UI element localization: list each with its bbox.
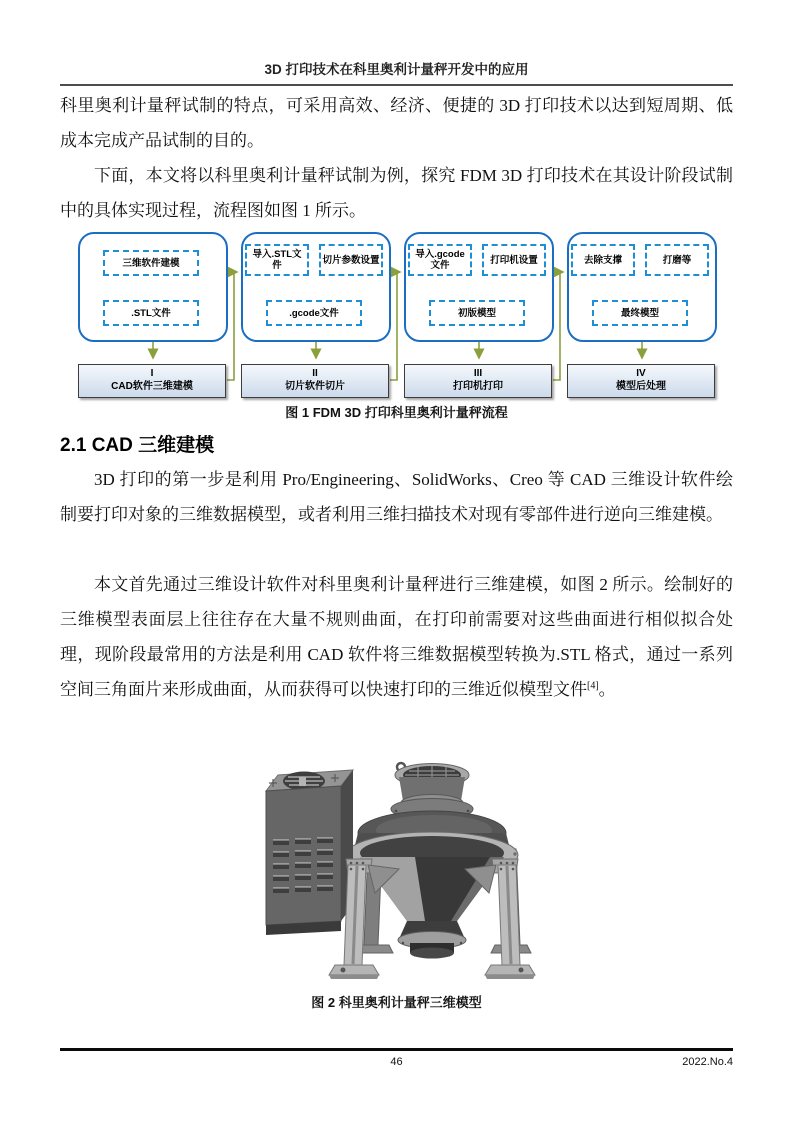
stage3-box-import-gcode: 导入.gcode文件 (408, 244, 472, 276)
stage3-numeral: III (473, 368, 483, 379)
paragraph-3: 3D 打印的第一步是利用 Pro/Engineering、SolidWorks、Creo 等 CAD 三维设计软件绘制要打印对象的三维数据模型，或者利用三维扫描技术对现有零部件进行逆向三维建模。 (60, 470, 733, 524)
stage2-box-import-stl: 导入.STL文件 (245, 244, 309, 276)
figure2-caption: 图 2 科里奥利计量秤三维模型 (311, 995, 482, 1010)
stage4-box-remove-support: 去除支撑 (571, 244, 635, 276)
stage3-label-box (404, 364, 552, 398)
citation-ref-4: [4] (587, 680, 599, 692)
figure1-flowchart (0, 228, 793, 400)
stage1-numeral: I (150, 368, 154, 379)
stage1-box-stl-file: .STL文件 (103, 300, 199, 326)
control-cabinet (266, 770, 353, 935)
stage3-box-printer-setup: 打印机设置 (482, 244, 546, 276)
stage1-label: CAD软件三维建模 (111, 381, 193, 392)
stage3-box-first-model: 初版模型 (429, 300, 525, 326)
paragraph-1: 科里奥利计量秤试制的特点，可采用高效、经济、便捷的 3D 打印技术以达到短周期、低成本完成产品试制的目的。 (60, 96, 733, 150)
flowchart-stage-2 (241, 228, 391, 400)
stage2-box-slice-params: 切片参数设置 (319, 244, 383, 276)
stage4-box-final-model: 最终模型 (592, 300, 688, 326)
stage1-label-box (78, 364, 226, 398)
issue-label: 2022.No.4 (682, 1056, 733, 1068)
flowchart-stage-4 (567, 228, 717, 400)
section-heading: 2.1 CAD 三维建模 (60, 435, 215, 456)
running-title: 3D 打印技术在科里奥利计量秤开发中的应用 (264, 62, 529, 77)
stage2-label: 切片软件切片 (285, 381, 345, 392)
stage2-label-box (241, 364, 389, 398)
stage4-label: 模型后处理 (616, 381, 666, 392)
stage4-numeral: IV (636, 368, 646, 379)
figure1-caption: 图 1 FDM 3D 打印科里奥利计量秤流程 (285, 405, 508, 420)
stage3-label: 打印机打印 (453, 381, 503, 392)
stage2-box-gcode-file: .gcode文件 (266, 300, 362, 326)
paragraph-4-end: 。 (598, 680, 616, 699)
stage4-label-box (567, 364, 715, 398)
stage1-box-modeling: 三维软件建模 (103, 250, 199, 276)
flowchart-stage-3 (404, 228, 554, 400)
page-number: 46 (390, 1056, 403, 1068)
paragraph-4-text: 本文首先通过三维设计软件对科里奥利计量秤进行三维建模，如图 2 所示。绘制好的三维模型表面层上往往存在大量不规则曲面，在打印前需要对这些曲面进行相似拟合处理，现阶段最常用的方法是利用 CAD 软件将三维数据模型转换为.STL 格式，通过一系列空间三角面片来形成曲面，从而获得可以快速打印的三维近似模型文件 (60, 575, 733, 699)
stage4-box-polishing: 打磨等 (645, 244, 709, 276)
figure2 (0, 753, 793, 993)
paragraph-4 (60, 567, 733, 707)
flowchart-stage-1 (78, 228, 228, 400)
footer-rule (60, 1048, 733, 1051)
coriolis-scale-3d-model (247, 753, 547, 988)
header-rule (60, 84, 733, 86)
paragraph-2: 下面，本文将以科里奥利计量秤试制为例，探究 FDM 3D 打印技术在其设计阶段试制中的具体实现过程，流程图如图 1 所示。 (60, 166, 733, 220)
stage2-numeral: II (312, 368, 318, 379)
